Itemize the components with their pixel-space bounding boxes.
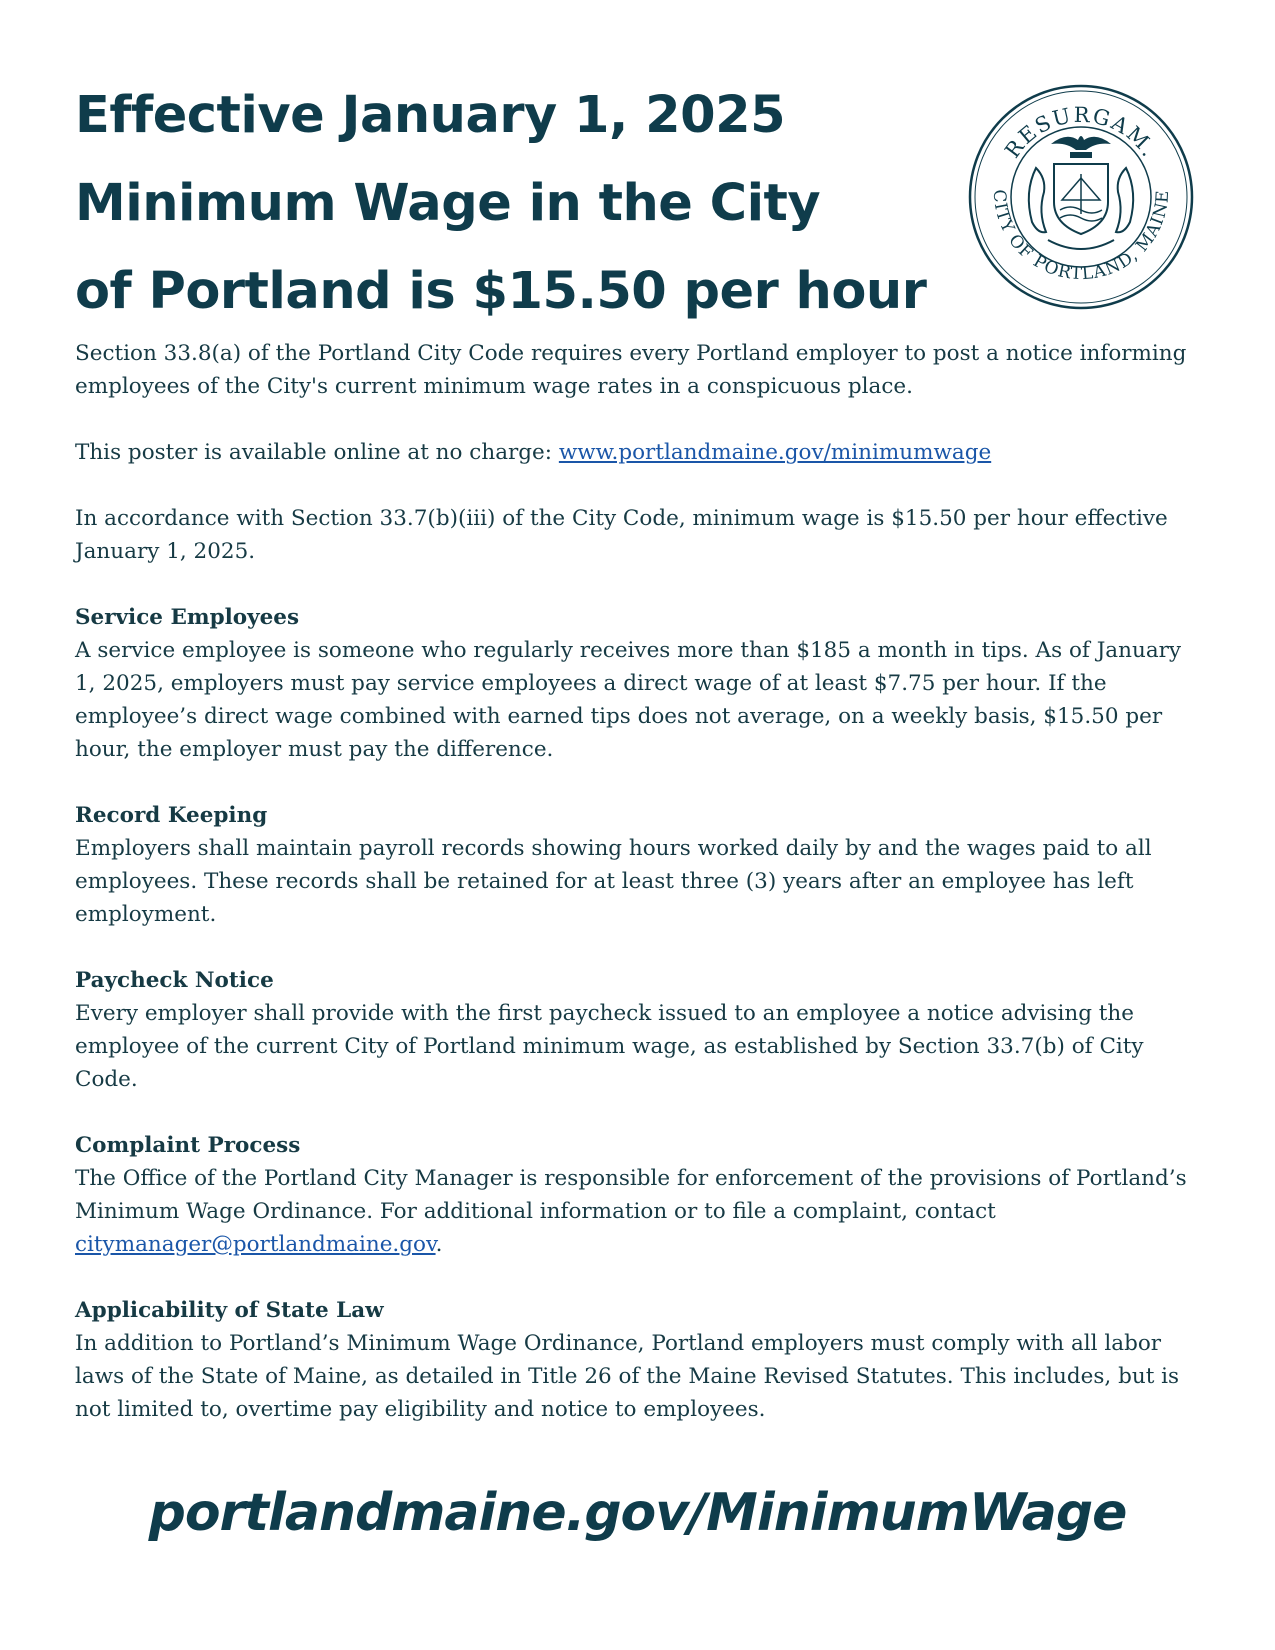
- section-text: Employers shall maintain payroll records showing hours worked daily by and the wages paid to all employees. These records shall be retained for at least three (3) years after an employee has left employment.: [75, 836, 1152, 927]
- section-service-employees: [75, 601, 1205, 766]
- page-title: [75, 72, 935, 336]
- title-line-3: of Portland is $15.50 per hour: [75, 262, 927, 321]
- complaint-text: The Office of the Portland City Manager is responsible for enforcement of the provisions of Portland’s Minimum Wage Ordinance. For additional information or to file a complaint, contact: [75, 1166, 1187, 1224]
- notice-body: [75, 337, 1205, 1459]
- section-heading: Applicability of State Law: [75, 1298, 384, 1323]
- title-line-2: Minimum Wage in the City: [75, 174, 821, 233]
- section-text: Every employer shall provide with the first paycheck issued to an employee a notice advising the employee of the current City of Portland minimum wage, as established by Section 33.7(b) of City Code.: [75, 1001, 1144, 1092]
- section-state-law: [75, 1294, 1205, 1426]
- section-heading: Service Employees: [75, 605, 300, 630]
- section-heading: Paycheck Notice: [75, 968, 274, 993]
- complaint-end: .: [435, 1232, 443, 1257]
- city-manager-email-link[interactable]: citymanager@portlandmaine.gov: [75, 1232, 436, 1257]
- availability-text: This poster is available online at no charge:: [75, 440, 559, 465]
- seal-bottom-text: CITY OF PORTLAND, MAINE: [988, 188, 1174, 285]
- section-complaint-process: [75, 1129, 1205, 1261]
- section-text: [75, 1162, 1205, 1261]
- section-text: In addition to Portland’s Minimum Wage Ordinance, Portland employers must comply with all labor laws of the State of Maine, as detailed in Title 26 of the Maine Revised Statutes. This includes, but is not limited to, overtime pay eligibility and notice to employees.: [75, 1331, 1180, 1422]
- intro-paragraph: Section 33.8(a) of the Portland City Code requires every Portland employer to post a notice informing employees of the City's current minimum wage rates in a conspicuous place.: [75, 341, 1187, 399]
- section-text: A service employee is someone who regularly receives more than $185 a month in tips. As of January 1, 2025, employers must pay service employees a direct wage of at least $7.75 per hour. If the employee’s direct wage combined with earned tips does not average, on a weekly basis, $15.50 per hour, the employer must pay the difference.: [75, 638, 1182, 762]
- footer-url: portlandmaine.gov/MinimumWage: [148, 1483, 1127, 1543]
- section-record-keeping: [75, 799, 1205, 931]
- section-paycheck-notice: [75, 964, 1205, 1096]
- title-line-1: Effective January 1, 2025: [75, 86, 786, 145]
- wage-rate-paragraph: In accordance with Section 33.7(b)(iii) of the City Code, minimum wage is $15.50 per hour effective January 1, 2025.: [75, 506, 1168, 564]
- minimum-wage-link[interactable]: www.portlandmaine.gov/minimumwage: [558, 440, 992, 465]
- section-heading: Complaint Process: [75, 1133, 301, 1158]
- poster-availability: [75, 436, 1205, 469]
- city-seal-icon: [966, 82, 1196, 312]
- section-heading: Record Keeping: [75, 803, 268, 828]
- seal-top-text: RESURGAM.: [1000, 102, 1163, 163]
